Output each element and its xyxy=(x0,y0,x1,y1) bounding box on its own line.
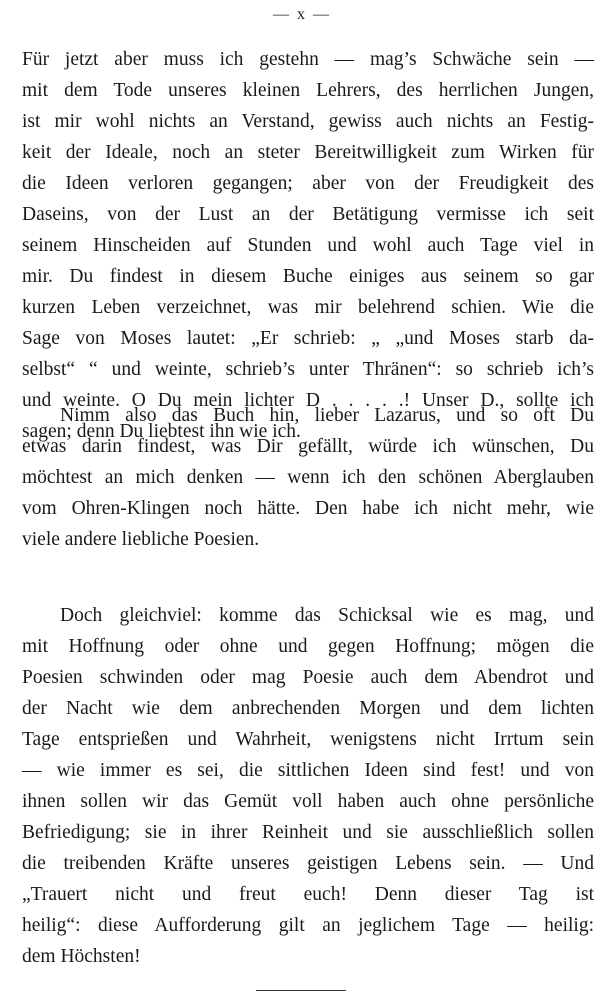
text-line: Doch gleichviel: komme das Schicksal wie es mag, und xyxy=(60,605,594,626)
text-line: mir. Du findest in diesem Buche einiges aus seinem so gar xyxy=(22,266,594,287)
text-line: „Trauert nicht und freut euch! Denn dieser Tag ist xyxy=(22,884,594,905)
text-line: selbst“ “ und weinte, schrieb’s unter Thränen“: so schrieb ich’s xyxy=(22,359,594,380)
text-line: seinem Hinscheiden auf Stunden und wohl auch Tage viel in xyxy=(22,235,594,256)
text-line: kurzen Leben verzeichnet, was mir belehrend schien. Wie die xyxy=(22,297,594,318)
text-line: etwas darin findest, was Dir gefällt, würde ich wünschen, Du xyxy=(22,436,594,457)
text-line: Poesien schwinden oder mag Poesie auch dem Abendrot und xyxy=(22,667,594,688)
text-line: möchtest an mich denken — wenn ich den schönen Aberglauben xyxy=(22,467,594,488)
text-line: mit Hoffnung oder ohne und gegen Hoffnung; mögen die xyxy=(22,636,594,657)
page-number: — x — xyxy=(273,6,331,23)
text-line: heilig“: diese Aufforderung gilt an jeglichem Tage — heilig: xyxy=(22,915,594,936)
text-line: die treibenden Kräfte unseres geistigen Lebens sein. — Und xyxy=(22,853,594,874)
end-rule xyxy=(256,990,346,991)
text-line: keit der Ideale, noch an steter Bereitwilligkeit zum Wirken für xyxy=(22,142,594,163)
text-line: vom Ohren-Klingen noch hätte. Den habe ich nicht mehr, wie xyxy=(22,498,594,519)
text-line: und weinte. O Du mein lichter D . . . . .! Unser D., sollte ich xyxy=(22,390,594,411)
text-line: mit dem Tode unseres kleinen Lehrers, des herrlichen Jungen, xyxy=(22,80,594,101)
paragraph-2 xyxy=(22,400,594,555)
text-line: Daseins, von der Lust an der Betätigung vermisse ich seit xyxy=(22,204,594,225)
text-line: dem Höchsten! xyxy=(22,946,141,967)
text-line: ist mir wohl nichts an Verstand, gewiss auch nichts an Festig- xyxy=(22,111,594,132)
paragraph-1 xyxy=(22,44,594,447)
text-line: der Nacht wie dem anbrechenden Morgen und dem lichten xyxy=(22,698,594,719)
text-line: ihnen sollen wir das Gemüt voll haben auch ohne persönliche xyxy=(22,791,594,812)
paragraph-3 xyxy=(22,600,594,972)
text-line: Tage entsprießen und Wahrheit, wenigstens nicht Irrtum sein xyxy=(22,729,594,750)
text-line: sagen; denn Du liebtest ihn wie ich. xyxy=(22,421,301,442)
text-line: Für jetzt aber muss ich gestehn — mag’s Schwäche sein — xyxy=(22,49,594,70)
text-line: viele andere liebliche Poesien. xyxy=(22,529,260,550)
text-line: — wie immer es sei, die sittlichen Ideen sind fest! und von xyxy=(22,760,594,781)
text-line: Befriedigung; sie in ihrer Reinheit und sie ausschließlich sollen xyxy=(22,822,594,843)
text-line: die Ideen verloren gegangen; aber von der Freudigkeit des xyxy=(22,173,594,194)
text-line: Nimm also das Buch hin, lieber Lazarus, und so oft Du xyxy=(60,405,594,426)
text-line: Sage von Moses lautet: „Er schrieb: „ „und Moses starb da- xyxy=(22,328,594,349)
